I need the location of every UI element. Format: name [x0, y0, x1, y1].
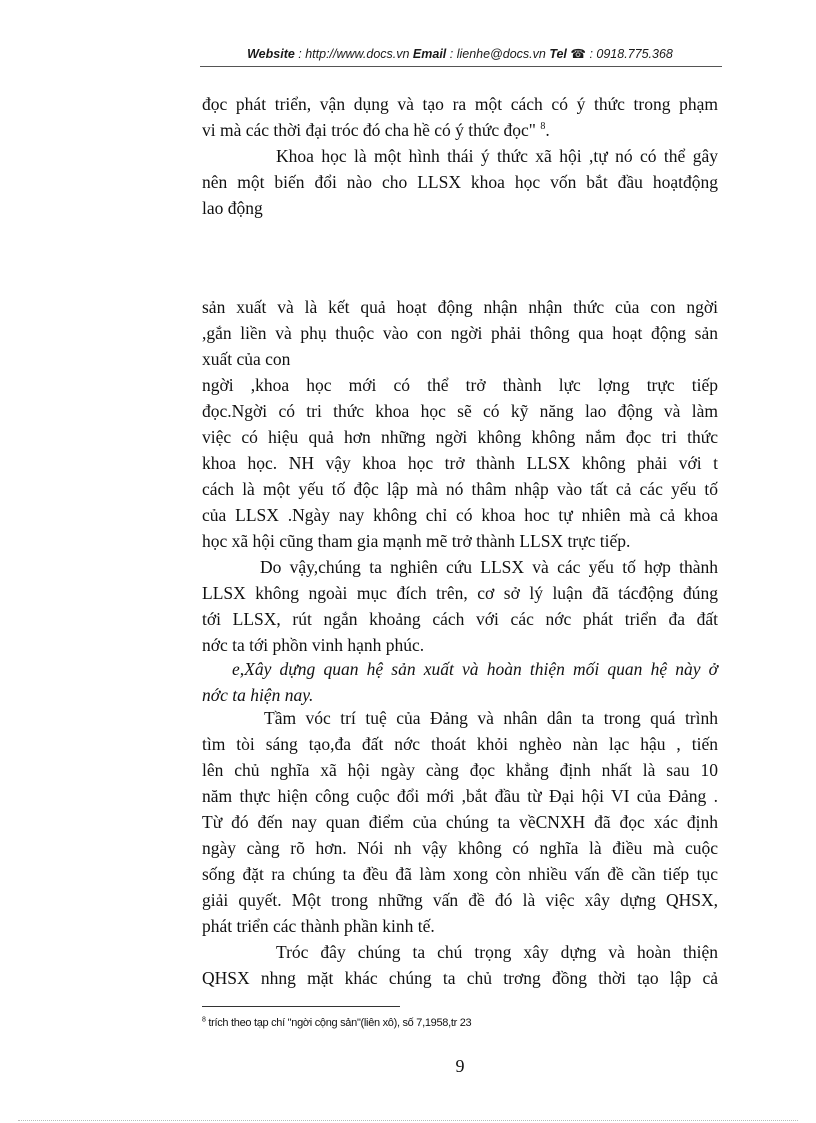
paragraph-production [202, 294, 718, 658]
text-line: LLSX không ngoài mục đích trên, cơ sở lý luận đã tácđộng đúng [202, 583, 718, 603]
text-line: lên chủ nghĩa xã hội ngày càng đọc khẳng định nhất là sau 10 [202, 760, 718, 780]
text-line: ngày càng rõ hơn. Nói nh vậy không có nghĩa là điều mà cuộc [202, 838, 718, 858]
footnote [202, 1016, 471, 1030]
text-line: đọc.Ngời có tri thức khoa học sẽ có kỹ năng lao động và làm [202, 401, 718, 421]
text-line: tới LLSX, rút ngắn khoảng cách với các nớc phát triển đa đất [202, 609, 718, 629]
email-value: : lienhe@docs.vn [446, 47, 550, 61]
text-line: việc có hiệu quả hơn những ngời không không nắm đọc tri thức [202, 427, 718, 447]
text-line: lao động [202, 198, 263, 218]
text-line: Khoa học là một hình thái ý thức xã hội ,tự nó có thể gây [276, 146, 718, 166]
text-line: đọc phát triển, vận dụng và tạo ra một cách có ý thức trong phạm [202, 94, 718, 114]
tel-label: Tel [549, 47, 567, 61]
page-header [200, 46, 720, 61]
text-line: Từ đó đến nay quan điểm của chúng ta vềCNXH đã đọc xác định [202, 812, 718, 832]
text-line: xuất của con [202, 349, 291, 369]
text-line: khoa học. NH vậy khoa học trở thành LLSX không phải với t [202, 453, 718, 473]
text-line: phát triển các thành phần kinh tế. [202, 916, 435, 936]
text-line: năm thực hiện công cuộc đổi mới ,bắt đầu từ Đại hội VI của Đảng . [202, 786, 718, 806]
paragraph-party [202, 705, 718, 991]
footnote-text: trích theo tạp chí "ngời cộng sản"(liên xô), số 7,1958,tr 23 [205, 1017, 472, 1029]
paragraph-continuation [202, 91, 718, 143]
section-heading [202, 656, 718, 708]
text-line: nớc ta tới phồn vinh hạnh phúc. [202, 635, 425, 655]
text-line: nên một biến đổi nào cho LLSX khoa học vốn bắt đầu hoạtđộng [202, 172, 718, 192]
tel-value: : 0918.775.368 [585, 47, 673, 61]
text-line: Do vậy,chúng ta nghiên cứu LLSX và các yếu tố hợp thành [260, 557, 718, 577]
footnote-number: 8 [202, 1016, 206, 1024]
header-rule [200, 66, 722, 67]
bottom-dotted-divider [18, 1120, 798, 1121]
website-label: Website [247, 47, 295, 61]
text-line: sống đặt ra chúng ta đều đã làm xong còn nhiều vấn đề cần tiếp tục [202, 864, 718, 884]
paragraph-science [202, 143, 718, 221]
text-line: ,gắn liền và phụ thuộc vào con ngời phải thông qua hoạt động sản [202, 323, 718, 343]
footnote-reference: 8 [540, 121, 546, 133]
text-line: ngời ,khoa học mới có thể trở thành lực lợng trực tiếp [202, 375, 718, 395]
phone-icon: ☎ [570, 47, 586, 61]
text-line: e,Xây dựng quan hệ sản xuất và hoàn thiện mối quan hệ này ở [232, 659, 718, 679]
text-line: nớc ta hiện nay. [202, 685, 314, 705]
text-line: học xã hội cũng tham gia mạnh mẽ trở thành LLSX trực tiếp. [202, 531, 631, 551]
text-line: cách là một yếu tố độc lập mà nó thâm nhập vào tất cả các yếu tố [202, 479, 718, 499]
text-line: Tầm vóc trí tuệ của Đảng và nhân dân ta trong quá trình [264, 708, 718, 728]
text-line: QHSX nhng mặt khác chúng ta chủ trơng đồng thời tạo lập cả [202, 968, 718, 988]
text-line: Tróc đây chúng ta chú trọng xây dựng và hoàn thiện [276, 942, 718, 962]
text-line: sản xuất và là kết quả hoạt động nhận nhận thức của con ngời [202, 297, 718, 317]
text-line: tìm tòi sáng tạo,đa đất nớc thoát khỏi nghèo nàn lạc hậu , tiến [202, 734, 718, 754]
text-line: vi mà các thời đại tróc đó cha hề có ý thức đọc" $^8$. [202, 120, 550, 140]
footnote-rule [202, 1006, 400, 1007]
website-value: : http://www.docs.vn [294, 47, 413, 61]
text-line: của LLSX .Ngày nay không chỉ có khoa hoc tự nhiên mà cả khoa [202, 505, 718, 525]
page-number: 9 [455, 1056, 465, 1076]
text-line: giải quyết. Một trong những vấn đề đó là việc xây dựng QHSX, [202, 890, 718, 910]
email-label: Email [412, 47, 447, 61]
